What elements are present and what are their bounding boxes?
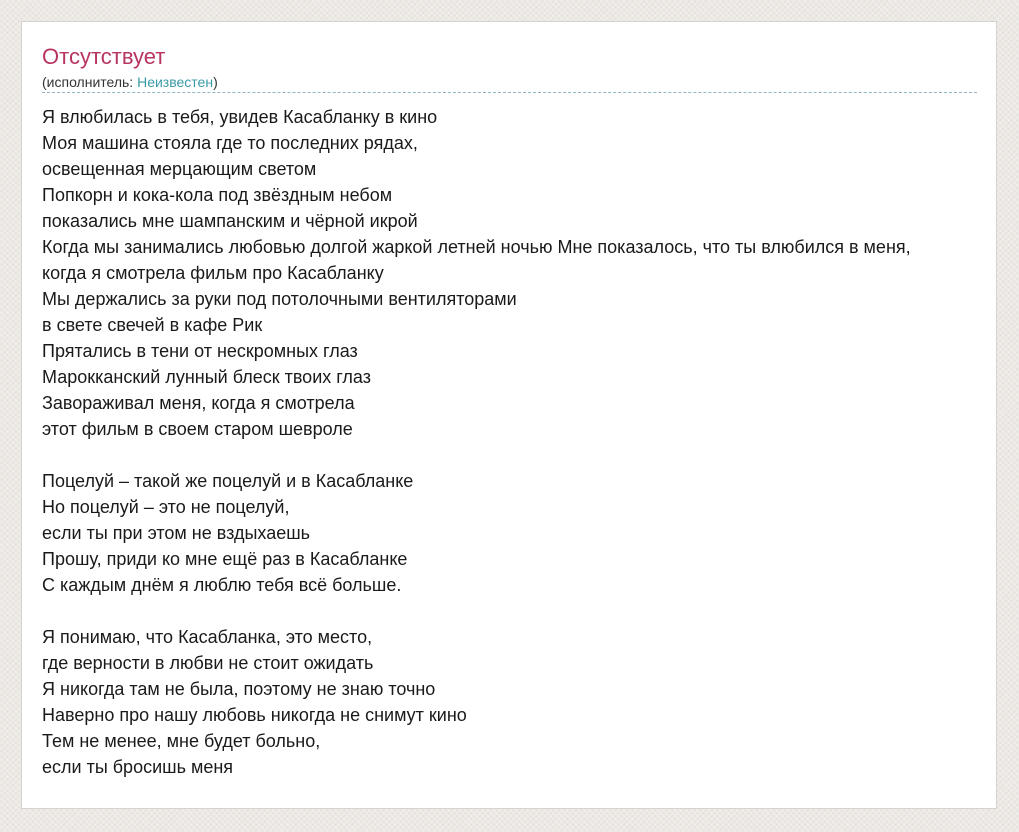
lyrics-line: Тем не менее, мне будет больно, bbox=[42, 731, 321, 751]
lyrics-stanza bbox=[42, 104, 997, 442]
lyrics-line: С каждым днём я люблю тебя всё больше. bbox=[42, 575, 402, 595]
lyrics-line: освещенная мерцающим светом bbox=[42, 159, 317, 179]
lyrics-stanza bbox=[42, 624, 997, 780]
song-header bbox=[42, 44, 978, 91]
artist-link[interactable]: Неизвестен bbox=[137, 74, 214, 90]
lyrics-line: Марокканский лунный блеск твоих глаз bbox=[42, 367, 371, 387]
lyrics-line: если ты бросишь меня bbox=[42, 757, 234, 777]
lyrics-line: Я влюбилась в тебя, увидев Касабланку в кино bbox=[42, 107, 438, 127]
lyrics-line: в свете свечей в кафе Рик bbox=[42, 315, 263, 335]
lyrics-line: Прошу, приди ко мне ещё раз в Касабланке bbox=[42, 549, 408, 569]
lyrics-line: Прятались в тени от нескромных глаз bbox=[42, 341, 358, 361]
lyrics-line: Попкорн и кока-кола под звёздным небом bbox=[42, 185, 393, 205]
lyrics-line: Когда мы занимались любовью долгой жаркой летней ночью Мне показалось, что ты влюбился в меня, bbox=[42, 237, 911, 257]
lyrics-panel bbox=[21, 21, 997, 809]
header-divider bbox=[42, 92, 977, 93]
lyrics-line: этот фильм в своем старом шевроле bbox=[42, 419, 353, 439]
lyrics-line: где верности в любви не стоит ожидать bbox=[42, 653, 374, 673]
lyrics-text bbox=[42, 104, 997, 806]
lyrics-line: Моя машина стояла где то последних рядах, bbox=[42, 133, 418, 153]
lyrics-line: показались мне шампанским и чёрной икрой bbox=[42, 211, 418, 231]
lyrics-line: когда я смотрела фильм про Касабланку bbox=[42, 263, 384, 283]
lyrics-line: Но поцелуй – это не поцелуй, bbox=[42, 497, 290, 517]
lyrics-line: Я понимаю, что Касабланка, это место, bbox=[42, 627, 373, 647]
artist-line bbox=[42, 73, 978, 91]
artist-suffix: ) bbox=[213, 74, 218, 90]
lyrics-line: Мы держались за руки под потолочными вентиляторами bbox=[42, 289, 517, 309]
lyrics-stanza bbox=[42, 468, 997, 598]
lyrics-line: Наверно про нашу любовь никогда не снимут кино bbox=[42, 705, 467, 725]
lyrics-line: Поцелуй – такой же поцелуй и в Касабланке bbox=[42, 471, 414, 491]
lyrics-line: если ты при этом не вздыхаешь bbox=[42, 523, 311, 543]
song-title: Отсутствует bbox=[42, 44, 166, 69]
lyrics-line: Я никогда там не была, поэтому не знаю точно bbox=[42, 679, 436, 699]
lyrics-line: Завораживал меня, когда я смотрела bbox=[42, 393, 355, 413]
artist-prefix: (исполнитель: bbox=[42, 74, 138, 90]
